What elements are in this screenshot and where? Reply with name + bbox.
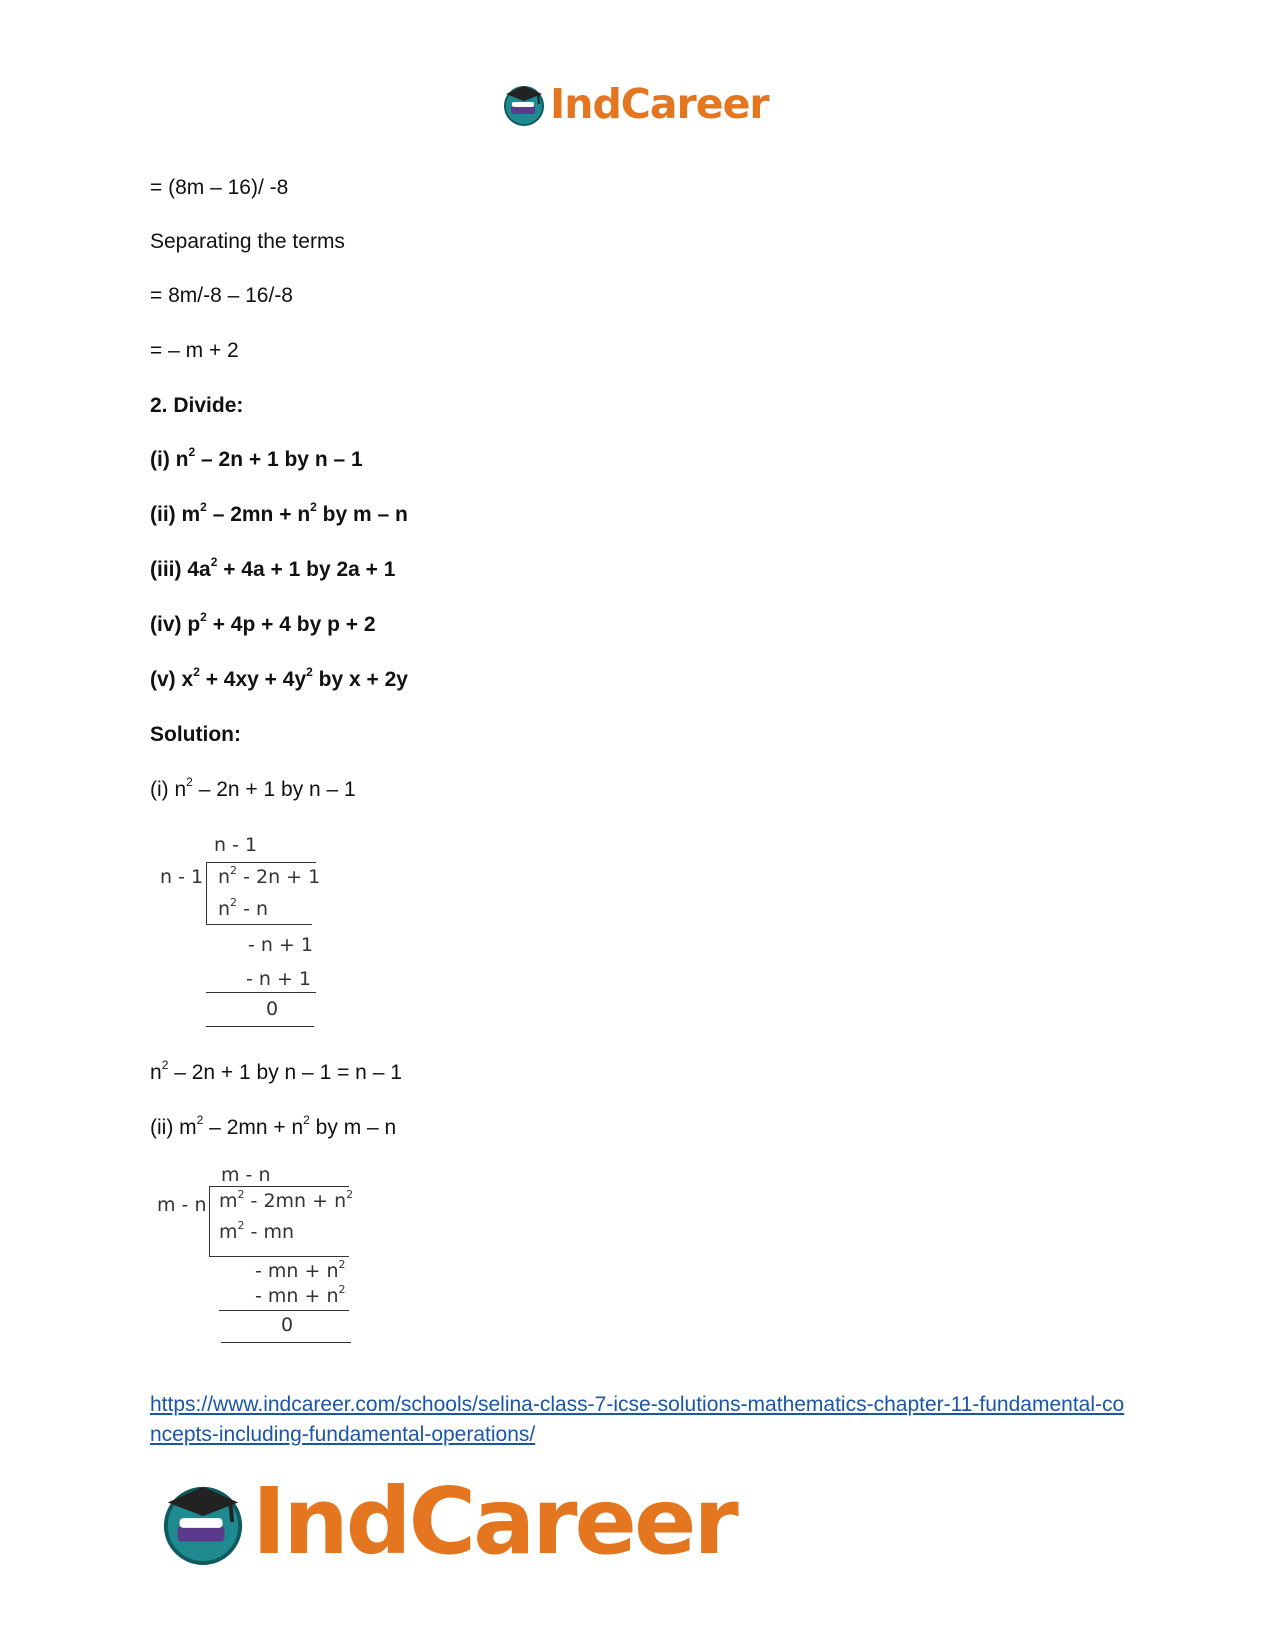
- quotient: n - 1: [214, 834, 258, 856]
- footer-logo: [160, 1468, 736, 1575]
- question-item: (iii) $4a^2 + 4a + 1$ by 2a + 1: [150, 555, 396, 581]
- logo-wordmark: IndCareer: [550, 80, 769, 128]
- subtraction-term: $m^2$ - mn: [219, 1219, 295, 1243]
- long-division-2: [155, 1164, 365, 1344]
- question-heading: 2. Divide:: [150, 394, 244, 417]
- header-logo: [502, 80, 769, 128]
- divisor: n - 1: [160, 866, 204, 888]
- text-line: = – m + 2: [150, 339, 239, 362]
- text-line: Separating the terms: [150, 230, 345, 253]
- question-item: (v) $x^2 + 4xy + 4y^2$ by x + 2y: [150, 665, 408, 691]
- underline: [219, 1310, 349, 1311]
- solution-item: (i) $n^2 - 2n + 1$ by n – 1: [150, 775, 356, 801]
- remainder-term: - mn + $n^2$: [255, 1258, 346, 1282]
- question-item: (i) $n^2 - 2n + 1$ by n – 1: [150, 445, 363, 471]
- underline: [209, 1256, 349, 1257]
- final-remainder: 0: [281, 1314, 294, 1336]
- subtraction-term: - mn + $n^2$: [255, 1283, 346, 1307]
- text-line: = (8m – 16)/ -8: [150, 176, 289, 199]
- subtraction-term: - n + 1: [246, 968, 312, 990]
- division-bracket: [206, 862, 207, 924]
- source-link[interactable]: https://www.indcareer.com/schools/selina-class-7-icse-solutions-mathematics-chapter-11-fundamental-concepts-including-fundamental-operations/: [150, 1393, 1125, 1446]
- final-remainder: 0: [266, 998, 279, 1020]
- underline: [206, 992, 316, 993]
- text-line: = 8m/-8 – 16/-8: [150, 284, 293, 307]
- remainder-term: - n + 1: [248, 934, 314, 956]
- question-item: (ii) $m^2 - 2mn + n^2$ by m – n: [150, 500, 408, 526]
- solution-heading: Solution:: [150, 723, 241, 746]
- division-bar: [209, 1186, 349, 1187]
- graduation-globe-icon: [160, 1479, 246, 1565]
- quotient: m - n: [221, 1164, 271, 1186]
- subtraction-term: $n^2$ - n: [218, 896, 269, 920]
- underline: [206, 1026, 314, 1027]
- solution-result: $n^2 - 2n + 1$ by n – 1 = n – 1: [150, 1058, 402, 1084]
- dividend: $n^2 - 2n + 1$: [218, 864, 321, 888]
- long-division-1: [158, 832, 328, 1032]
- solution-item: (ii) $m^2 - 2mn + n^2$ by m – n: [150, 1113, 397, 1139]
- question-item: (iv) $p^2 + 4p + 4$ by p + 2: [150, 610, 376, 636]
- divisor: m - n: [157, 1194, 207, 1216]
- underline: [206, 924, 312, 925]
- division-bracket: [209, 1186, 210, 1256]
- logo-wordmark: IndCareer: [252, 1468, 736, 1575]
- division-bar: [206, 862, 316, 863]
- dividend: $m^2 - 2mn + n^2$: [219, 1188, 354, 1212]
- graduation-globe-icon: [502, 82, 546, 126]
- underline: [221, 1342, 351, 1343]
